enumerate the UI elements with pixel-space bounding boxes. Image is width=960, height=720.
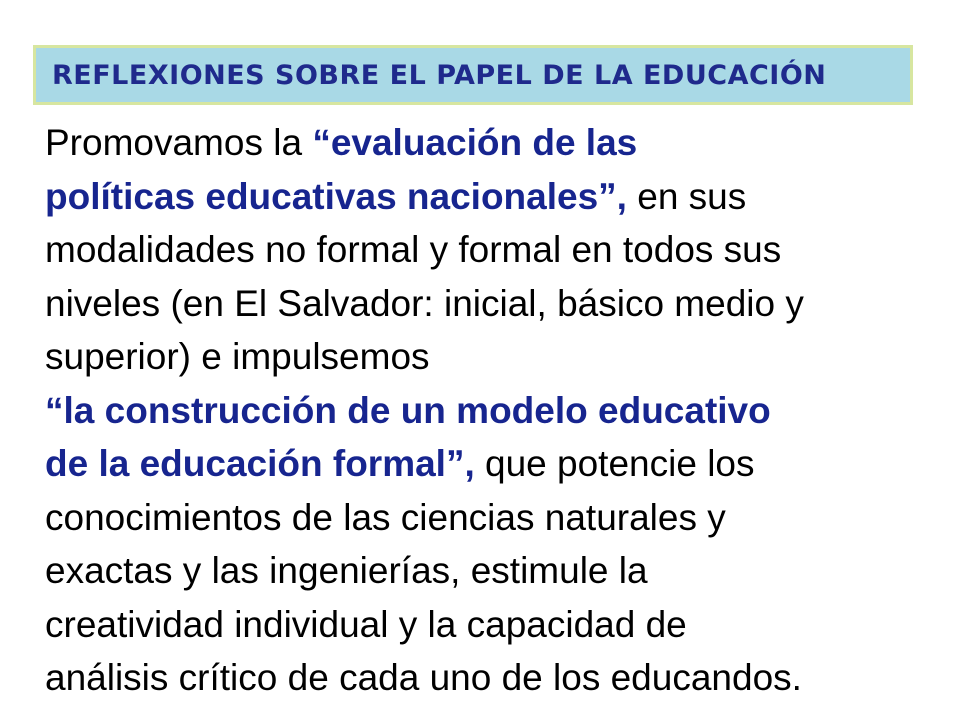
paragraph-line-8: conocimientos de las ciencias naturales y xyxy=(45,496,726,538)
title-banner xyxy=(33,45,913,105)
body-paragraph xyxy=(45,116,925,705)
paragraph-line-3: modalidades no formal y formal en todos sus xyxy=(45,229,782,270)
paragraph-line-7 xyxy=(45,437,925,491)
highlighted-phrase: políticas educativas nacionales”, xyxy=(45,175,627,217)
text-run: que potencie los xyxy=(474,443,755,484)
paragraph-line-9: exactas y las ingenierías, estimule la xyxy=(45,550,648,591)
paragraph-line-11: análisis crítico de cada uno de los educandos. xyxy=(45,657,802,698)
paragraph-line-5: superior) e impulsemos xyxy=(45,336,430,377)
highlighted-phrase: de la educación formal”, xyxy=(45,443,475,484)
paragraph-line-6: “la construcción de un modelo educativo xyxy=(45,389,771,431)
paragraph-line-10: creatividad individual y la capacidad de xyxy=(45,603,687,645)
paragraph-line-2 xyxy=(45,170,925,224)
highlighted-phrase: “evaluación de las xyxy=(312,122,638,163)
paragraph-line-1 xyxy=(45,116,925,170)
text-run: en sus xyxy=(626,175,747,217)
paragraph-line-4: niveles (en El Salvador: inicial, básico medio y xyxy=(45,282,804,324)
slide-title: REFLEXIONES SOBRE EL PAPEL DE LA EDUCACIÓN xyxy=(52,59,827,91)
text-run: Promovamos la xyxy=(45,122,313,163)
